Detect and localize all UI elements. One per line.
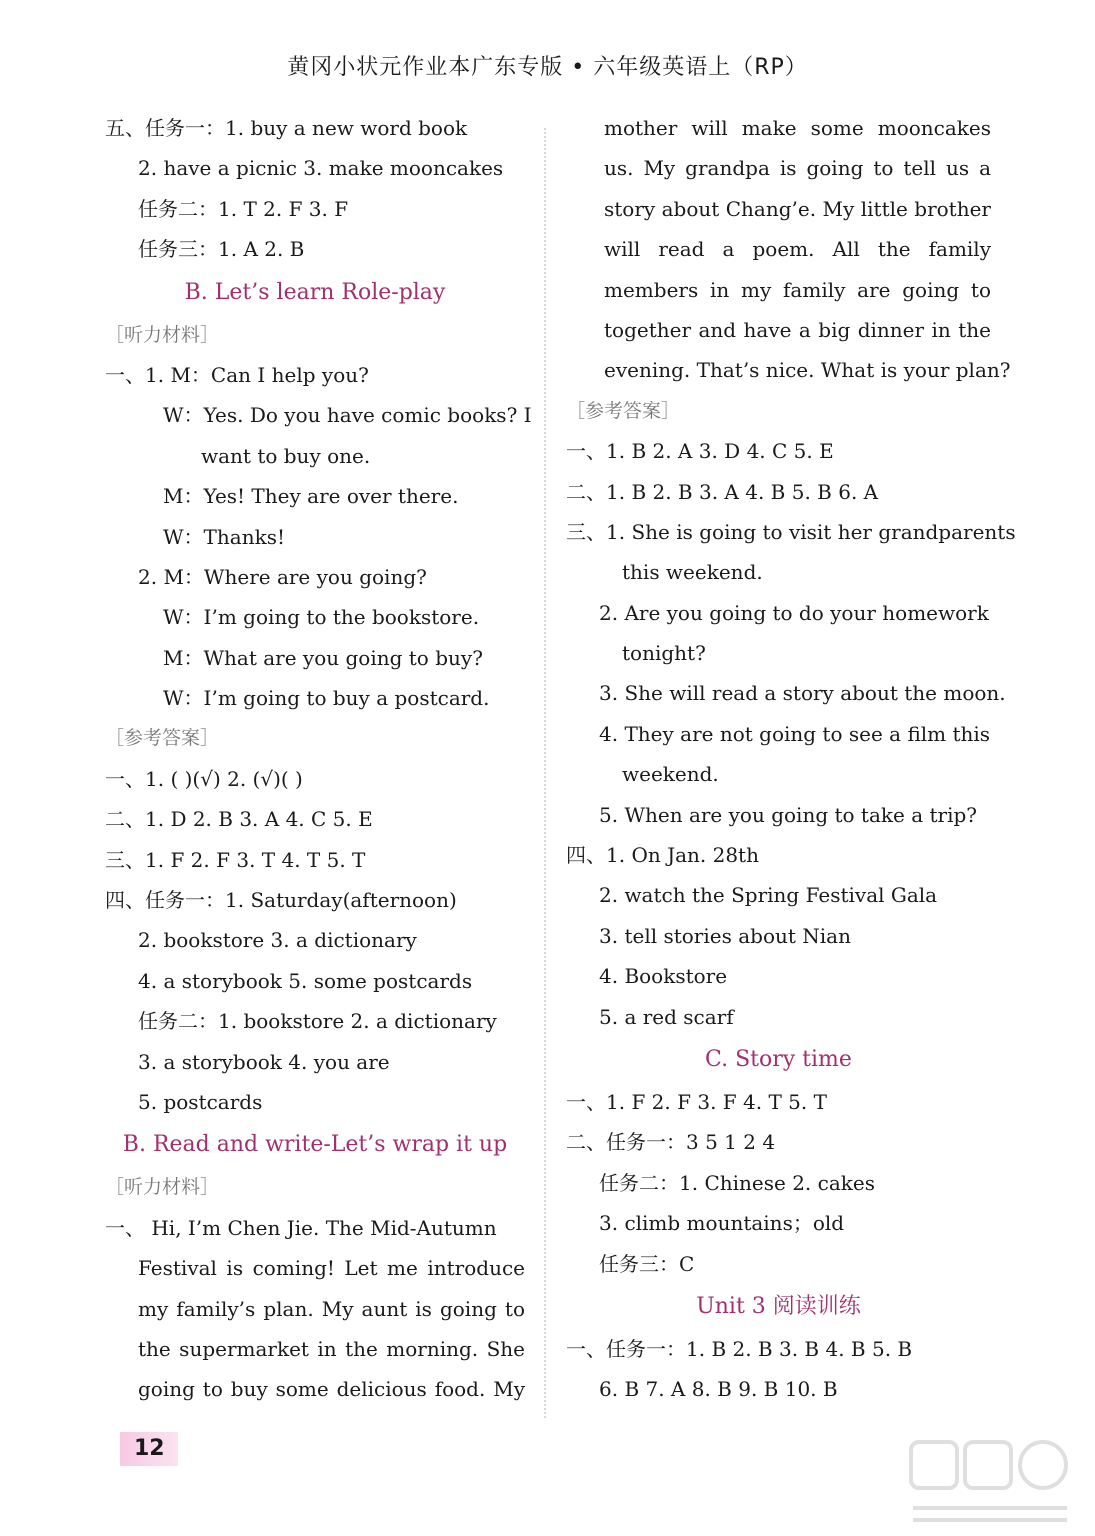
text-line: 任务二：1. T 2. F 3. F — [138, 196, 349, 221]
text-line: mother will make some mooncakes — [604, 116, 991, 140]
text-line: my family’s plan. My aunt is going to — [138, 1296, 525, 1321]
text-line: 5. postcards — [138, 1089, 263, 1114]
text-line: tonight? — [622, 641, 706, 666]
text-line: 二、1. D 2. B 3. A 4. C 5. E — [105, 807, 373, 832]
text-line: 三、1. She is going to visit her grandparents — [566, 519, 1016, 544]
text-line: members in my family are going to — [604, 277, 991, 302]
text-line: W：I’m going to buy a postcard. — [163, 686, 490, 711]
text-line: 2. bookstore 3. a dictionary — [138, 928, 417, 953]
text-line: 五、任务一：1. buy a new word book — [105, 116, 468, 140]
text-line: 任务三：1. A 2. B — [138, 237, 305, 262]
text-line: 一、1. B 2. A 3. D 4. C 5. E — [566, 439, 834, 464]
text-line: us. My grandpa is going to tell us a — [604, 156, 991, 181]
text-line: M：Yes! They are over there. — [163, 484, 459, 509]
section-label: ［参考答案］ — [105, 727, 220, 750]
section-title: B. Let’s learn Role-play — [184, 279, 446, 305]
text-line: this weekend. — [622, 560, 763, 585]
text-line: 任务二：1. Chinese 2. cakes — [599, 1170, 875, 1195]
text-line: 2. have a picnic 3. make mooncakes — [138, 156, 504, 181]
text-line: 3. a storybook 4. you are — [138, 1049, 390, 1074]
section-label: ［参考答案］ — [566, 399, 681, 422]
page-number: 12 — [120, 1432, 178, 1466]
text-line: W：Thanks! — [163, 524, 286, 549]
text-line: 2. M：Where are you going? — [138, 564, 427, 589]
text-line: 四、1. On Jan. 28th — [566, 843, 759, 868]
left-column — [105, 108, 532, 1410]
text-line: story about Chang’e. My little brother — [604, 196, 991, 221]
watermark-logo — [905, 1436, 1075, 1526]
text-line: 任务三：C — [599, 1251, 695, 1276]
text-line: 5. When are you going to take a trip? — [599, 802, 977, 827]
text-line: 3. She will read a story about the moon. — [599, 681, 1006, 706]
text-line: 6. B 7. A 8. B 9. B 10. B — [599, 1377, 838, 1402]
section-title: Unit 3 阅读训练 — [696, 1293, 861, 1319]
text-line: 4. a storybook 5. some postcards — [138, 968, 473, 993]
text-line: the supermarket in the morning. She — [138, 1336, 525, 1361]
text-line: going to buy some delicious food. My — [138, 1377, 525, 1402]
column-divider — [544, 128, 546, 1418]
text-line: 三、1. F 2. F 3. T 4. T 5. T — [105, 847, 366, 872]
text-line: 3. tell stories about Nian — [599, 923, 851, 948]
text-line: W：I’m going to the bookstore. — [163, 605, 480, 630]
text-line: evening. That’s nice. What is your plan? — [604, 358, 1011, 383]
right-column — [566, 108, 1016, 1410]
text-line: 四、任务一：1. Saturday(afternoon) — [105, 888, 457, 913]
text-line: 3. climb mountains；old — [599, 1211, 845, 1236]
text-line: 2. Are you going to do your homework — [599, 600, 989, 625]
text-line: 2. watch the Spring Festival Gala — [599, 883, 938, 908]
text-line: together and have a big dinner in the — [604, 317, 991, 342]
text-line: 一、任务一：1. B 2. B 3. B 4. B 5. B — [566, 1336, 913, 1361]
text-line: 一、1. ( )(√) 2. (√)( ) — [105, 766, 303, 791]
text-line: 一、1. M：Can I help you? — [105, 362, 369, 387]
section-title: B. Read and write-Let’s wrap it up — [122, 1132, 508, 1158]
text-line: want to buy one. — [201, 443, 371, 468]
text-line: 任务二：1. bookstore 2. a dictionary — [138, 1009, 497, 1034]
text-line: 一、1. F 2. F 3. F 4. T 5. T — [566, 1089, 827, 1114]
text-line: weekend. — [622, 762, 719, 787]
section-label: ［听力材料］ — [105, 1176, 220, 1199]
text-line: 一、 Hi, I’m Chen Jie. The Mid-Autumn — [105, 1215, 497, 1240]
section-label: ［听力材料］ — [105, 323, 220, 346]
text-line: 5. a red scarf — [599, 1004, 734, 1029]
text-line: M：What are you going to buy? — [163, 645, 483, 670]
text-line: 二、1. B 2. B 3. A 4. B 5. B 6. A — [566, 479, 879, 504]
text-line: 4. Bookstore — [599, 964, 728, 989]
text-line: W：Yes. Do you have comic books? I — [163, 403, 532, 428]
text-line: 二、任务一：3 5 1 2 4 — [566, 1130, 776, 1155]
text-line: will read a poem. All the family — [604, 237, 991, 262]
text-line: 4. They are not going to see a film this — [599, 721, 991, 746]
page-header: 黄冈小状元作业本广东专版 • 六年级英语上（RP） — [287, 55, 808, 80]
section-title: C. Story time — [705, 1046, 852, 1072]
text-line: Festival is coming! Let me introduce — [138, 1256, 525, 1281]
